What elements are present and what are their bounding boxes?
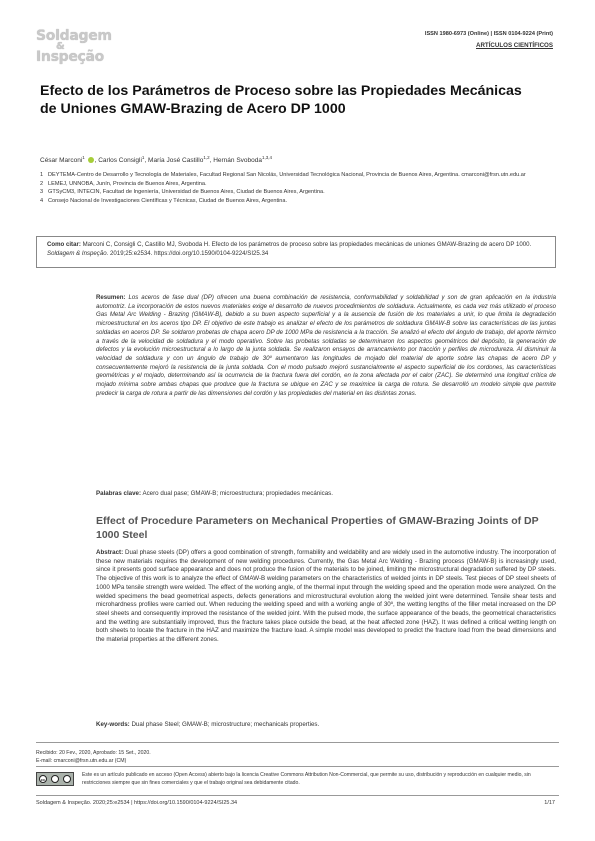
license-text: Este es un artículo publicado en acceso (Open Access) abierto bajo la licencia Creative Commons Attribution Non-Commercial, que permite su uso, distribución y reproducción en cualquier medio, sin restricciones siempre que sin fines comerciales y que el trabajo original sea debidamente citado. [82,772,531,786]
author-affil-sup: 1 [141,155,145,160]
affiliation-number: 1 [40,172,44,178]
affiliation-item [40,180,560,189]
resumen-block [96,294,556,399]
divider [36,795,559,796]
cc-icon: cc [40,777,46,782]
citation-text: Marconi C, Consigli C, Castillo MJ, Svoboda H. Efecto de los parámetros de proceso sobre las propiedades mecánicas de uniones GMAW-Brazing de acero DP 1000. [82,241,532,248]
section-label: ARTÍCULOS CIENTÍFICOS [476,42,553,49]
abstract-text: Dual phase steels (DP) offers a good combination of strength, formability and weldability and are widely used in the automotive industry. The incorporation of these new materials requires the development of new welding procedures. Currently, the Gas Metal Arc Welding - Brazing process (GMAW-B) is increasingly used, since it presents good surface appearance and does not produce the fusion of the materials to be joined, limiting the microstructural degradation suffered by DP steels. The objective of this work is to analyze the effect of GMAW-B welding parameters on the characteristics of welded joints in DP steels. Test pieces of DP steel sheets of 1000 MPa tensile strength were welded. The effect of the working angle, of the thermal input through the welding speed and the operation mode were analyzed. On the welded specimens the bead geometrical aspects, defects generations and microstructural evolution along the welded joint were determined. Tensile shear tests and microhardness profiles were carried out. When reducing the welding speed and with a working angle of 30º, the wetting lengths of the filler metal increased on the DP steel sheets and consequently improved the resistance of the welded joint. With the pulsed mode, the surface appearance of the beads, the geometrical characteristics and the wetting are substantially improved, thus the fracture takes place outside the bead, at the heat affected zone (HAZ). It was defined a critical wetting length on both sheets to locate the fracture in the HAZ and maximize the fracture load. A simple model was developed to predict the fracture load from the bead dimensions and the material properties at the different zones. [96,549,556,644]
affiliation-text: GTSyCM3, INTECIN, Facultad de Ingeniería, Universidad de Buenos Aires, Ciudad de Buenos Aires, Argentina. [48,189,325,196]
received-dates: Recibido: 20 Fev., 2020, Aprobado: 15 Set., 2020. [36,750,151,756]
article-title-english: Effect of Procedure Parameters on Mechanical Properties of GMAW-Brazing Joints of DP 1000 Steel [96,515,539,541]
cc-by-icon [51,775,59,783]
author-affil-sup: 1 [82,155,85,160]
author-name: , Hernán Svoboda [209,157,262,165]
author-name: , Carlos Consigli [94,157,142,165]
citation-journal: Soldagem & Inspeção. [47,249,109,257]
author-affil-sup: 1,3,4 [262,155,273,160]
citation-label: Como citar: [47,241,81,248]
cc-license-icon[interactable] [36,772,74,786]
footer-citation: Soldagem & Inspeção. 2020;25:e2534 | https://doi.org/10.1590/0104-9224/SI25.34 [36,800,238,806]
resumen-text: Los aceros de fase dual (DP) ofrecen una buena combinación de resistencia, conformabilidad y soldabilidad y son de gran aplicación en la industria automotriz. La incorporación de estos nuevos materiales exige el desarrollo de nuevos procedimientos de soldadura. Actualmente, es cada vez más utilizado el proceso Gas Metal Arc Welding - Brazing (GMAW-B), debido a su buen aspecto superficial y a la ausencia de fusión de los materiales a unir, lo que limita la degradación microestructural en los aceros tipo DP. El objetivo de este trabajo es analizar el efecto de los parámetros de soldadura GMAW-B sobre las características de las juntas soldadas en aceros DP. Se soldaron probetas de chapa acero DP de 1000 MPa de resistencia a la tracción. Se analizó el efecto del ángulo de trabajo, del aporte térmico a través de la velocidad de soldadura y el modo operativo. Sobre las probetas soldadas se determinaron los aspectos geométricos del depósito, la generación de defectos y la evolución microestructural a lo largo de la junta soldada. Se realizaron ensayos de arrancamiento por tracción y perfiles de microdureza. Al disminuir la velocidad de soldadura y con un ángulo de trabajo de 30º aumentaron las longitudes de mojado del material de aporte sobre las chapas de acero DP y consecuentemente mejoró la resistencia de la junta soldada. Con el modo pulsado mejoró sustancialmente el aspecto superficial de los cordones, las características geométricas y el mojado, determinando así la ocurrencia de la fractura fuera del cordón, en la zona afectada por el calor (ZAC). Se determinó una longitud crítica de mojado mínima sobre ambas chapas que produce que la fractura se ubique en ZAC y se maximice la carga de rotura. Se desarrolló un modelo simple que permite predecir la carga de rotura a partir de las dimensiones del cordón y las propiedades del material en las distintas zonas. [96,294,556,397]
author-list [40,155,272,164]
logo-line2: Inspeção [36,49,104,66]
citation-ref[interactable]: 2019;25:e2534. https://doi.org/10.1590/0104-9224/SI25.34 [110,249,269,257]
resumen-label: Resumen: [96,294,126,301]
journal-logo [36,30,116,65]
keywords [96,721,556,728]
affiliation-text: Consejo Nacional de Investigaciones Científicas y Técnicas, Ciudad de Buenos Aires, Argentina. [48,198,288,205]
affiliation-list [40,171,560,206]
abstract-block [96,549,556,645]
palabras-clave-label: Palabras clave: [96,490,142,497]
author-name: , María José Castillo [144,157,204,165]
affiliation-text: DEYTEMA-Centro de Desarrollo y Tecnología de Materiales, Facultad Regional San Nicolás, Universidad Tecnológica Nacional, Provincia de Buenos Aires, Argentina. cmarconi@frsn.utn.edu.ar [48,172,526,178]
article-title-spanish: Efecto de los Parámetros de Proceso sobre las Propiedades Mecánicas de Uniones GMAW-Brazing de Acero DP 1000 [40,83,522,117]
logo-line1: Soldagem [36,28,112,44]
citation-box [36,236,556,268]
abstract-label: Abstract: [96,549,124,556]
affiliation-item [40,197,560,206]
keywords-label: Key-words: [96,721,130,728]
received-info [36,749,151,765]
author-affil-sup: 1,2 [203,155,210,160]
page-number: 1/17 [544,800,555,806]
divider [36,742,559,743]
divider [36,766,559,767]
affiliation-item [40,188,560,197]
affiliation-number: 3 [40,189,44,196]
issn-line: ISSN 1980-6973 (Online) | ISSN 0104-9224 (Print) [424,31,553,37]
logo-ampersand: & [56,41,65,53]
keywords-text: Dual phase Steel; GMAW-B; microstructure; mechanicals properties. [131,721,320,728]
orcid-icon[interactable] [88,157,94,163]
corresponding-email: E-mail: cmarconi@frsn.utn.edu.ar (CM) [36,758,127,764]
palabras-clave-text: Acero dual pase; GMAW-B; microestructura; propiedades mecánicas. [142,490,333,497]
author-name: César Marconi [40,157,83,165]
affiliation-item [40,171,560,180]
affiliation-number: 4 [40,198,44,205]
palabras-clave [96,490,556,497]
cc-nc-icon [63,775,71,783]
affiliation-number: 2 [40,180,44,187]
affiliation-text: LEMEJ, UNNOBA, Junín, Provincia de Buenos Aires, Argentina. [48,180,207,187]
